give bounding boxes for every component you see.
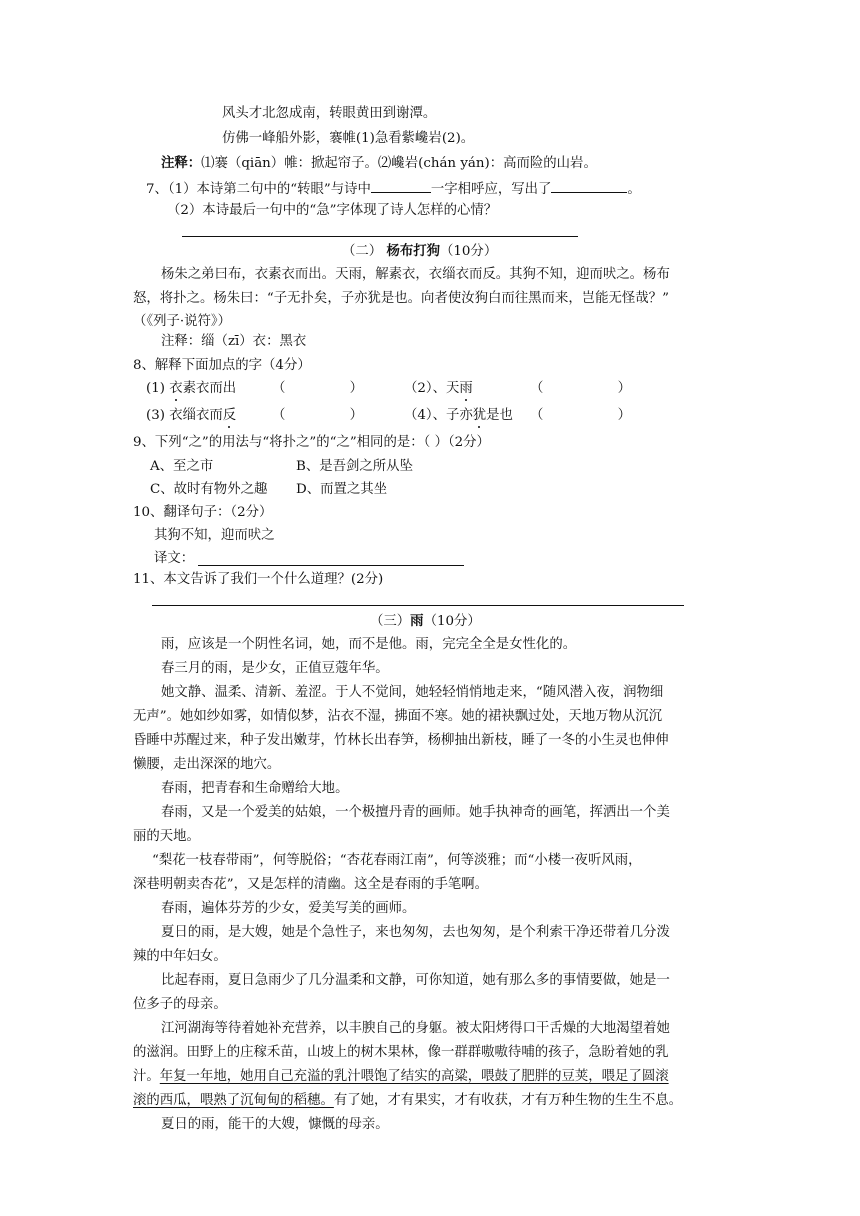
section-2-para-line-1: 杨朱之弟曰布，衣素衣而出。天雨，解素衣，衣缁衣而反。其狗不知，迎而吠之。杨布: [161, 267, 670, 282]
section-2-title: [342, 242, 497, 261]
section-3-line: 雨，应该是一个阴性名词，她，而不是他。雨，完完全全是女性化的。: [161, 637, 577, 652]
poem-line-2: 仿佛一峰船外影，褰帷(1)急看紫巉岩(2)。: [222, 131, 475, 146]
section-3-line: 的滋润。田野上的庄稼禾苗，山坡上的树木果林，像一群群嗷嗷待哺的孩子，急盼着她的乳: [133, 1045, 669, 1060]
section-3-line: “梨花一枝春带雨”，何等脱俗；“杏花春雨江南”，何等淡雅；而“小楼一夜听风雨，: [152, 853, 642, 868]
q8-i2-dotted-char: 雨: [459, 381, 473, 396]
section-3-line: 春雨，遍体芬芳的少女，爱美写美的画师。: [161, 901, 416, 916]
q7-answer-line[interactable]: [182, 236, 578, 237]
section-3-line: 春三月的雨，是少女，正值豆蔻年华。: [161, 661, 389, 676]
section-3-underlined-line-2: [133, 1092, 682, 1110]
section-3-line: 比起春雨，夏日急雨少了几分温柔和文静，可你知道，她有那么多的事情要做，她是一: [161, 973, 670, 988]
u1-pre: 汁。: [133, 1069, 160, 1084]
question-11-title: 11、本文告诉了我们一个什么道理？(2分): [133, 572, 384, 587]
q8-item-3: [146, 407, 236, 425]
question-9-title: 9、下列“之”的用法与“将扑之”的“之”相同的是：（ ）（2分）: [133, 435, 490, 450]
question-7-part-2: （2）本诗最后一句中的“急”字体现了诗人怎样的心情？: [167, 203, 498, 218]
q8-item-1-blank[interactable]: （ ）: [272, 381, 364, 396]
section-3-line: 春雨，把青春和生命赠给大地。: [161, 781, 349, 796]
section-3-line: 深巷明朝卖杏花”，又是怎样的清幽。这全是春雨的手笔啊。: [133, 877, 488, 892]
q9-option-c[interactable]: C、故时有物外之趣: [150, 482, 268, 497]
section-3-line: 春雨，又是一个爱美的姑娘，一个极擅丹青的画师。她手执神奇的画笔，挥洒出一个美: [161, 805, 670, 820]
poem-note: [161, 154, 597, 173]
section-3-score: （10分）: [423, 614, 481, 629]
section-3-line: 辣的中年妇女。: [133, 949, 227, 964]
q11-answer-line[interactable]: [152, 605, 684, 606]
section-2-number: （二）: [342, 244, 383, 259]
q8-item-4: [404, 407, 513, 425]
underlined-sentence-part-2: 滚的西瓜，喂熟了沉甸甸的稻穗。: [133, 1093, 334, 1108]
section-2-para-line-2: 怒，将扑之。杨朱曰：“子无扑矣，子亦犹是也。向者使汝狗白而往黑而来，岂能无怪哉？”: [133, 291, 669, 306]
section-3-title: [370, 612, 481, 631]
q8-i2-pre: （2）、天: [404, 381, 460, 396]
q8-item-2: [404, 380, 473, 398]
question-7-part-1: [146, 178, 641, 199]
q9-option-b[interactable]: B、是吾剑之所从坠: [296, 459, 413, 474]
underlined-sentence-part-1: 年复一年地，她用自己充溢的乳汁喂饱了结实的高粱，喂鼓了肥胖的豆荚，喂足了圆滚: [159, 1069, 669, 1084]
section-3-underlined-line-1: [133, 1068, 669, 1086]
q10-sentence: 其狗不知，迎而吠之: [154, 528, 275, 543]
section-3-line: 丽的天地。: [133, 829, 200, 844]
q8-i3-pre: (3) 衣缁衣而: [146, 408, 223, 423]
section-3-line: 江河湖海等待着她补充营养，以丰腴自己的身躯。被太阳烤得口干舌燥的大地渴望着她: [161, 1021, 670, 1036]
q8-item-3-blank[interactable]: （ ）: [272, 408, 364, 423]
question-8-title: 8、解释下面加点的字（4分）: [133, 358, 311, 373]
q8-item-2-blank[interactable]: （ ）: [530, 381, 632, 396]
q10-answer-line[interactable]: [198, 565, 464, 566]
section-2-name: 杨布打狗: [386, 243, 440, 259]
q9-option-d[interactable]: D、而置之其坐: [296, 482, 388, 497]
q8-item-4-blank[interactable]: （ ）: [530, 408, 632, 423]
q8-i4-dotted-char: 犹: [472, 408, 487, 423]
poem-line-1: 风头才北忽成南，转眼黄田到谢潭。: [222, 106, 437, 121]
section-3-line: 夏日的雨，是大嫂，她是个急性子，来也匆匆，去也匆匆，是个利索干净还带着几分泼: [161, 925, 670, 940]
q7-text-b: 一字相呼应，写出了: [430, 182, 552, 197]
q8-i1-dotted-char: 衣: [169, 381, 183, 396]
section-3-name: 雨: [410, 613, 424, 629]
question-10-title: 10、翻译句子：（2分）: [133, 505, 273, 520]
section-3-line: 昏睡中苏醒过来，种子发出嫩芽，竹林长出春笋，杨柳抽出新枝，睡了一冬的小生灵也伸伸: [133, 733, 669, 748]
section-3-line: 懒腰，走出深深的地穴。: [133, 757, 281, 772]
section-2-score: （10分）: [440, 244, 498, 259]
q8-item-1: [146, 380, 236, 398]
poem-note-text: ⑴褰（qiān）帷：掀起帘子。⑵巉岩(chán yán)：高而险的山岩。: [201, 156, 597, 171]
q8-i4-post: 是也: [486, 408, 513, 423]
section-2-note: 注释：缁（zī）衣：黑衣: [161, 334, 307, 349]
q7-text-c: 。: [627, 182, 641, 197]
section-3-last-line: 夏日的雨，能干的大嫂，慷慨的母亲。: [161, 1117, 389, 1132]
q8-i3-dotted-char: 反: [222, 408, 237, 423]
q8-i1-pre: (1): [146, 381, 170, 396]
q7-blank-1[interactable]: [371, 178, 431, 193]
q10-answer-label: 译文：: [154, 551, 195, 566]
section-3-line: 她文静、温柔、清新、羞涩。于人不觉间，她轻轻悄悄地走来，“随风潜入夜，润物细: [161, 685, 664, 700]
section-3-line: 位多子的母亲。: [133, 997, 227, 1012]
q9-option-a[interactable]: A、至之市: [150, 459, 214, 474]
q8-i1-post: 素衣而出: [182, 381, 237, 396]
q8-i4-pre: （4）、子亦: [404, 408, 473, 423]
section-2-source: （《列子·说符》）: [133, 314, 231, 329]
q7-blank-2[interactable]: [551, 178, 627, 193]
poem-note-label: 注释：: [161, 155, 202, 171]
section-3-number: （三）: [370, 614, 411, 629]
section-3-line: 无声”。她如纱如雾，如情似梦，沾衣不湿，拂面不寒。她的裙袂飘过处，天地万物从沉沉: [133, 709, 663, 724]
u2-post: 有了她，才有果实，才有收获，才有万种生物的生生不息。: [333, 1093, 683, 1108]
q7-text-a: 7、（1）本诗第二句中的“转眼”与诗中: [146, 182, 371, 197]
